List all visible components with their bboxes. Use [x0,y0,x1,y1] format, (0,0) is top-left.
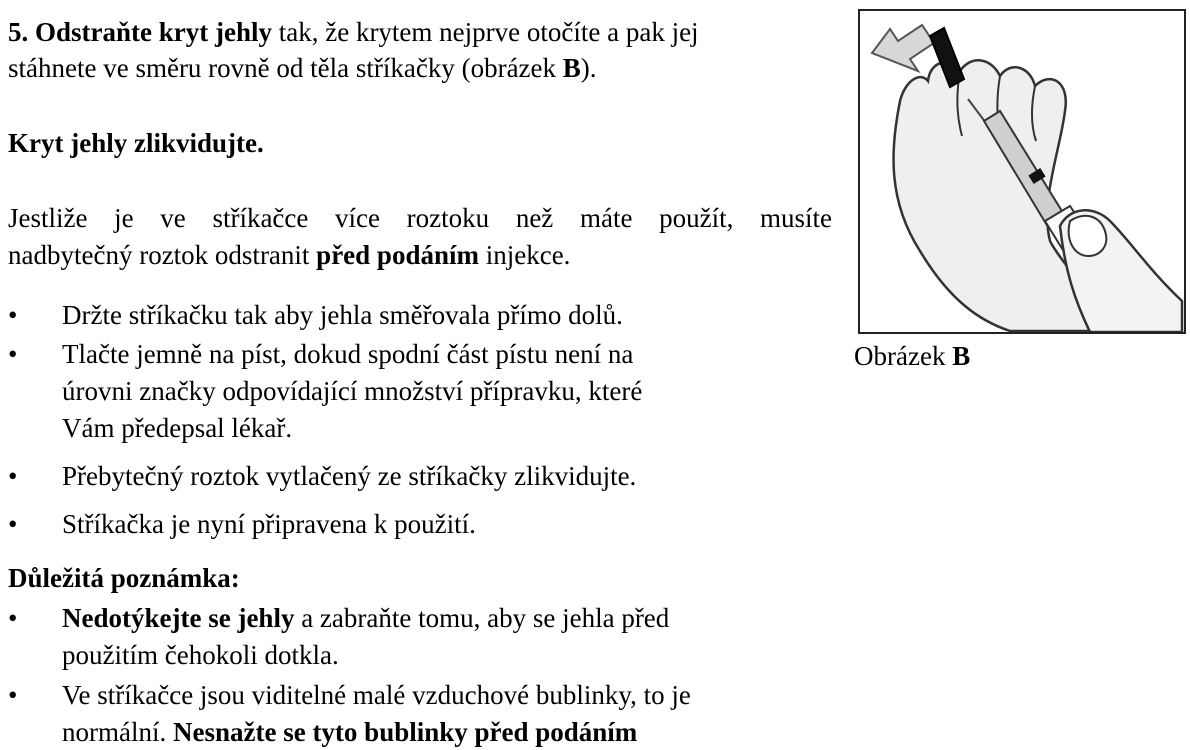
step5-line2 [8,50,597,86]
step-ready: Stříkačka je nyní připravena k použití. [62,509,476,539]
step5-line2-end: ). [580,53,597,83]
note-item1-bold: Nedotýkejte se jehly [62,603,295,633]
bullet: • [8,509,18,539]
dispose-cap-heading [8,125,264,161]
step5-heading: 5. Odstraňte kryt jehly [8,17,272,47]
bullet: • [8,461,18,491]
excess-line2 [8,237,570,273]
step-dispose-excess: Přebytečný roztok vytlačený ze stříkačky zlikvidujte. [62,461,637,491]
figure-caption [854,338,970,374]
excess-line2-end: injekce. [478,240,571,270]
excess-line2-text: nadbytečný roztok odstranit [8,240,317,270]
excess-line1: Jestliže je ve stříkačce více roztoku než máte použít, musíte [8,203,832,233]
note-item2-line1: Ve stříkačce jsou viditelné malé vzduchové bublinky, to je [62,680,691,710]
step-hold-syringe: Držte stříkačku tak aby jehla směřovala přímo dolů. [62,300,623,330]
direction-arrow-icon [872,25,934,71]
step5-line2-text: stáhnete ve směru rovně od těla stříkačky (obrázek [8,53,563,83]
bullet: • [8,603,18,633]
step5-line1 [8,14,699,50]
figure-caption-text: Obrázek [854,341,953,371]
note-item2-pre: normální. [62,717,173,747]
excess-bold: před podáním [316,240,479,270]
note-item1-line1 [62,600,669,636]
step-push-plunger-1: Tlačte jemně na píst, dokud spodní část pístu není na [62,339,634,369]
figure-b-illustration [858,9,1186,334]
note-heading-text: Důležitá poznámka: [8,563,240,593]
bullet: • [8,300,18,330]
syringe-cap-removal-illustration [860,11,1184,332]
thumb [1069,216,1107,256]
step5-text: tak, že krytem nejprve otočíte a pak jej [271,17,699,47]
note-item1-line2: použitím čehokoli dotkla. [62,640,339,670]
note-item2-bold: Nesnažte se tyto bublinky před podáním [172,717,638,747]
figure-ref-b: B [562,53,581,83]
step-push-plunger-2: úrovni značky odpovídající množství přípravku, které [62,376,643,406]
dispose-cap-text: Kryt jehly zlikvidujte. [8,128,264,158]
bullet: • [8,680,18,710]
figure-caption-letter: B [952,341,971,371]
note-item1-rest: a zabraňte tomu, aby se jehla před [294,603,670,633]
note-heading [8,560,240,596]
note-item2-line2 [62,714,637,750]
bullet: • [8,339,18,369]
step-push-plunger-3: Vám předepsal lékař. [62,413,293,443]
